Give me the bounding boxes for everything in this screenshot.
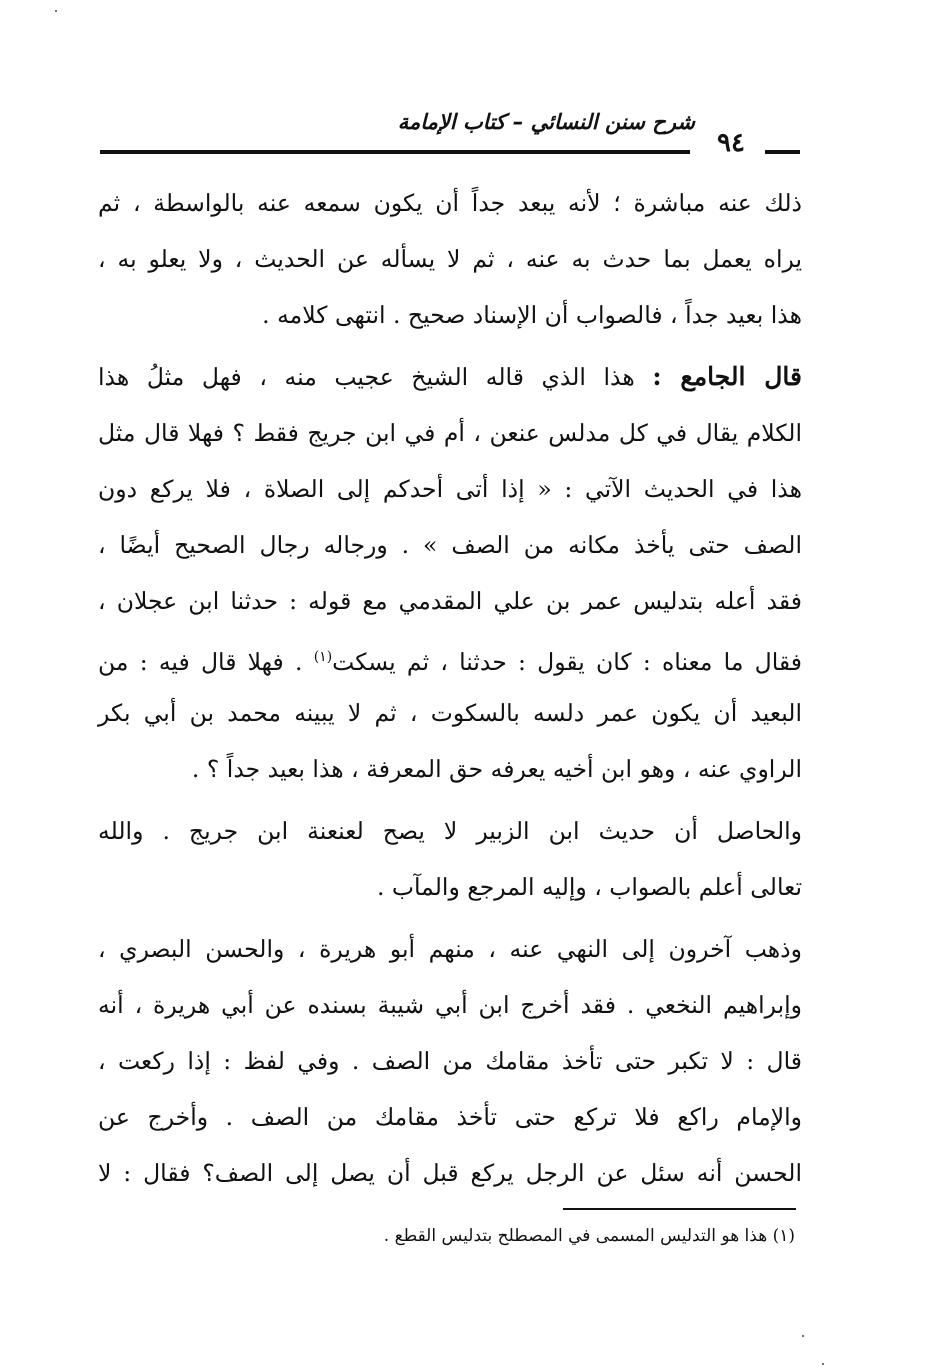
text-line: وإبراهيم النخعي . فقد أخرج ابن أبي شيبة بسنده عن أبي هريرة ، أنه [98,991,802,1019]
paragraph [98,354,802,802]
book-title: شرح سنن النسائي – كتاب الإمامة [397,110,695,134]
footnote-number: (١) [772,1226,795,1246]
text-line: فقد أعله بتدليس عمر بن علي المقدمي مع قوله : حدثنا ابن عجلان ، [98,587,802,615]
text-line: وذهب آخرون إلى النهي عنه ، منهم أبو هريرة ، والحسن البصري ، [98,935,802,963]
text-line: هذا في الحديث الآتي : « إذا أتى أحدكم إلى الصلاة ، فلا يركع دون [98,475,802,503]
scan-speck [55,10,57,12]
page-number: ٩٤ [717,128,745,158]
text-run: فقال ما معناه : كان يقول : حدثنا ، ثم يسكت [332,648,802,676]
paragraph [98,180,802,348]
text-line: والإمام راكع فلا تركع حتى تأخذ مقامك من الصف . وأخرج عن [98,1103,802,1131]
text-line [98,354,802,410]
header-rule [100,150,690,154]
scan-speck [822,1363,824,1365]
footnote-text: هذا هو التدليس المسمى في المصطلح بتدليس القطع . [383,1226,768,1246]
text-line: هذا بعيد جداً ، فالصواب أن الإسناد صحيح . انتهى كلامه . [262,301,802,329]
text-line: الحسن أنه سئل عن الرجل يركع قبل أن يصل إلى الصف؟ فقال : لا [98,1159,802,1187]
paragraph-lead: قال الجامع : [652,362,802,391]
text-line: يراه يعمل بما حدث به عنه ، ثم لا يسأله عن الحديث ، ولا يعلو به ، [98,245,802,273]
text-line: قال : لا تكبر حتى تأخذ مقامك من الصف . وفي لفظ : إذا ركعت ، [98,1047,802,1075]
text-line: الكلام يقال في كل مدلس عنعن ، أم في ابن جريج فقط ؟ فهلا قال مثل [98,419,802,447]
paragraph [98,808,802,920]
text-run: . فهلا قال فيه : من [98,648,303,676]
page-number-rule [765,150,800,154]
main-text [98,180,802,1206]
text-line: الراوي عنه ، وهو ابن أخيه يعرفه حق المعرفة ، هذا بعيد جداً ؟ . [191,755,802,783]
text-line: تعالى أعلم بالصواب ، وإليه المرجع والمآب . [376,873,802,901]
footnote-separator [563,1208,796,1210]
footnote-marker: (١) [313,649,333,665]
text-line: ذلك عنه مباشرة ؛ لأنه يبعد جداً أن يكون سمعه عنه بالواسطة ، ثم [98,189,802,217]
text-line [98,634,802,690]
footnote [384,1226,795,1246]
scan-speck [802,1335,804,1337]
text-run: هذا الذي قاله الشيخ عجيب منه ، فهل مثلُ هذا [98,363,635,391]
text-line: والحاصل أن حديث ابن الزبير لا يصح لعنعنة ابن جريج . والله [98,817,802,845]
text-line: البعيد أن يكون عمر دلسه بالسكوت ، ثم لا يبينه محمد بن أبي بكر [98,699,802,727]
paragraph [98,926,802,1206]
text-line: الصف حتى يأخذ مكانه من الصف » . ورجاله رجال الصحيح أيضًا ، [98,531,802,559]
running-header [100,108,800,160]
